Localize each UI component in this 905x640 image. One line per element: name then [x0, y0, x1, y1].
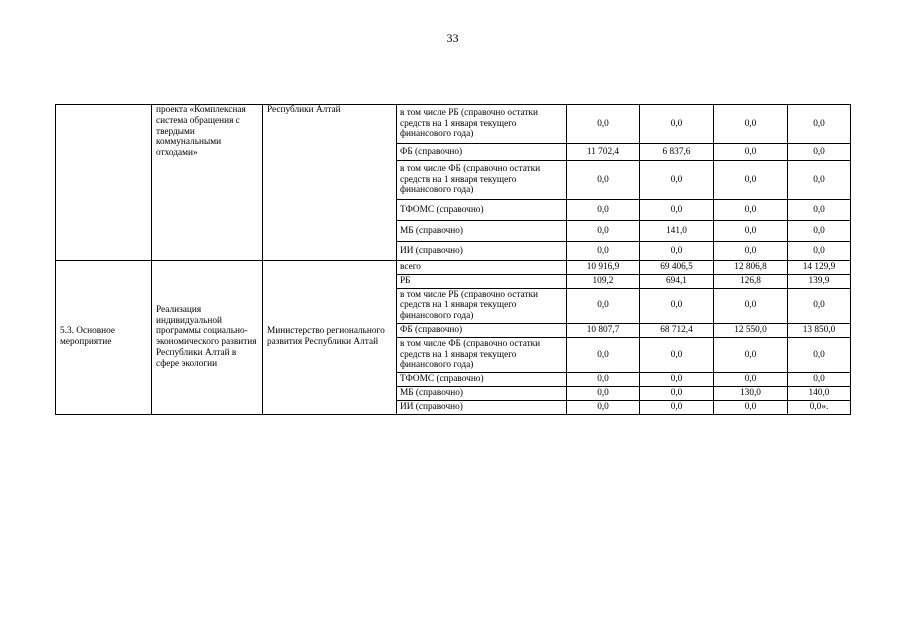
- funding-source-cell: ТФОМС (справочно): [397, 200, 567, 221]
- value-cell: 0,0: [714, 337, 788, 372]
- event-name-cell: Реализация индивидуальной программы социально-экономического развития Республики Алтай в сфере экологии: [152, 261, 263, 415]
- value-cell: 69 406,5: [640, 261, 714, 275]
- value-cell: 0,0: [567, 221, 640, 242]
- value-cell: 0,0».: [788, 400, 851, 414]
- value-cell: 0,0: [714, 144, 788, 161]
- funding-source-cell: в том числе ФБ (справочно остатки средств на 1 января текущего финансового года): [397, 161, 567, 200]
- row-number-cell: [56, 105, 152, 261]
- value-cell: 0,0: [788, 144, 851, 161]
- value-cell: 140,0: [788, 386, 851, 400]
- funding-source-cell: МБ (справочно): [397, 386, 567, 400]
- value-cell: 0,0: [788, 221, 851, 242]
- value-cell: 126,8: [714, 274, 788, 288]
- value-cell: 0,0: [567, 373, 640, 387]
- value-cell: 0,0: [788, 337, 851, 372]
- value-cell: 0,0: [788, 288, 851, 323]
- table-row: [56, 105, 851, 144]
- value-cell: 13 850,0: [788, 323, 851, 337]
- value-cell: 0,0: [788, 242, 851, 261]
- funding-source-cell: в том числе РБ (справочно остатки средств на 1 января текущего финансового года): [397, 288, 567, 323]
- row-number-cell: 5.3. Основное мероприятие: [56, 261, 152, 415]
- value-cell: 0,0: [640, 373, 714, 387]
- value-cell: 10 807,7: [567, 323, 640, 337]
- value-cell: 0,0: [714, 221, 788, 242]
- value-cell: 11 702,4: [567, 144, 640, 161]
- value-cell: 139,9: [788, 274, 851, 288]
- value-cell: 6 837,6: [640, 144, 714, 161]
- value-cell: 0,0: [567, 386, 640, 400]
- funding-source-cell: ИИ (справочно): [397, 400, 567, 414]
- value-cell: 0,0: [640, 386, 714, 400]
- value-cell: 0,0: [788, 105, 851, 144]
- value-cell: 0,0: [640, 200, 714, 221]
- value-cell: 0,0: [567, 288, 640, 323]
- funding-source-cell: ФБ (справочно): [397, 323, 567, 337]
- value-cell: 0,0: [567, 337, 640, 372]
- table-row: [56, 261, 851, 275]
- executor-cell: Республики Алтай: [263, 105, 397, 261]
- value-cell: 12 806,8: [714, 261, 788, 275]
- value-cell: 0,0: [714, 288, 788, 323]
- value-cell: 0,0: [714, 400, 788, 414]
- funding-source-cell: в том числе РБ (справочно остатки средств на 1 января текущего финансового года): [397, 105, 567, 144]
- funding-source-cell: всего: [397, 261, 567, 275]
- value-cell: 141,0: [640, 221, 714, 242]
- value-cell: 0,0: [640, 288, 714, 323]
- value-cell: 0,0: [640, 105, 714, 144]
- value-cell: 0,0: [714, 105, 788, 144]
- value-cell: 0,0: [640, 400, 714, 414]
- value-cell: 0,0: [788, 200, 851, 221]
- value-cell: 12 550,0: [714, 323, 788, 337]
- value-cell: 0,0: [567, 400, 640, 414]
- budget-table: [55, 104, 851, 415]
- funding-source-cell: в том числе ФБ (справочно остатки средств на 1 января текущего финансового года): [397, 337, 567, 372]
- value-cell: 0,0: [714, 373, 788, 387]
- value-cell: 0,0: [788, 373, 851, 387]
- value-cell: 0,0: [714, 200, 788, 221]
- value-cell: 0,0: [567, 242, 640, 261]
- value-cell: 0,0: [567, 161, 640, 200]
- value-cell: 14 129,9: [788, 261, 851, 275]
- value-cell: 694,1: [640, 274, 714, 288]
- executor-cell: Министерство регионального развития Республики Алтай: [263, 261, 397, 415]
- value-cell: 0,0: [640, 161, 714, 200]
- value-cell: 0,0: [714, 242, 788, 261]
- funding-source-cell: ИИ (справочно): [397, 242, 567, 261]
- value-cell: 0,0: [567, 200, 640, 221]
- value-cell: 109,2: [567, 274, 640, 288]
- funding-source-cell: ТФОМС (справочно): [397, 373, 567, 387]
- funding-source-cell: РБ: [397, 274, 567, 288]
- value-cell: 68 712,4: [640, 323, 714, 337]
- value-cell: 0,0: [714, 161, 788, 200]
- page-number: 33: [446, 31, 459, 45]
- value-cell: 10 916,9: [567, 261, 640, 275]
- value-cell: 0,0: [788, 161, 851, 200]
- event-name-cell: проекта «Комплексная система обращения с твердыми коммунальными отходами»: [152, 105, 263, 261]
- value-cell: 0,0: [640, 337, 714, 372]
- value-cell: 130,0: [714, 386, 788, 400]
- value-cell: 0,0: [640, 242, 714, 261]
- funding-source-cell: МБ (справочно): [397, 221, 567, 242]
- value-cell: 0,0: [567, 105, 640, 144]
- funding-source-cell: ФБ (справочно): [397, 144, 567, 161]
